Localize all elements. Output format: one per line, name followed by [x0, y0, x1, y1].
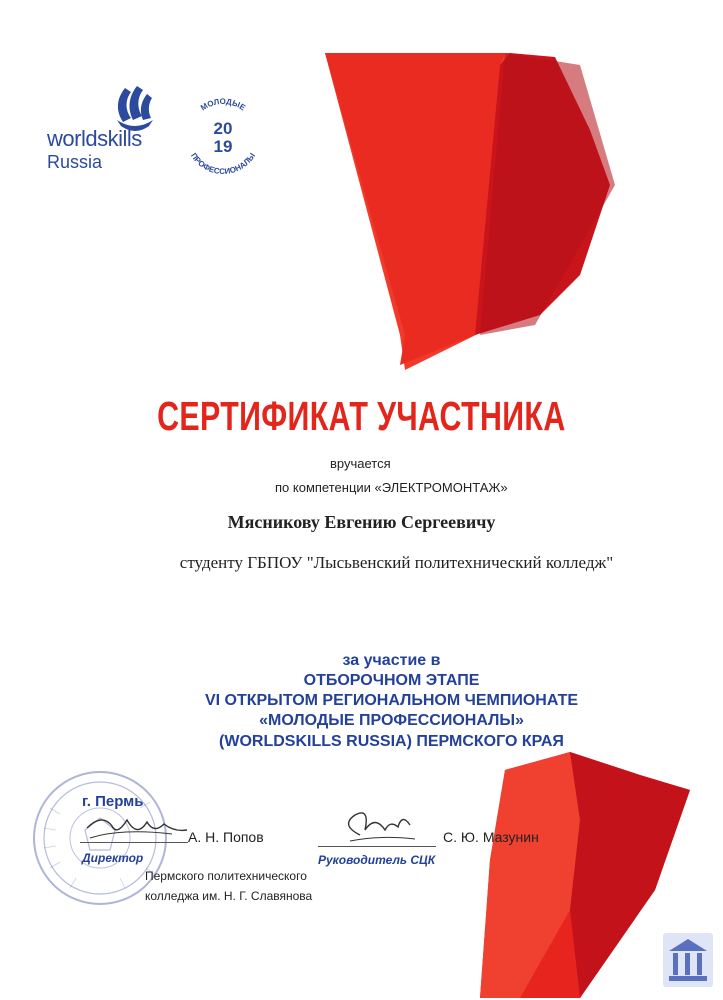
sck-head-name: С. Ю. Мазунин — [443, 829, 539, 845]
sck-head-title: Руководитель СЦК — [318, 853, 436, 867]
event-line-3: VI ОТКРЫТОМ РЕГИОНАЛЬНОМ ЧЕМПИОНАТЕ — [204, 692, 579, 709]
awarded-text: вручается — [330, 456, 391, 471]
young-professionals-logo-icon — [178, 92, 268, 182]
event-line-5: (WORLDSKILLS RUSSIA) ПЕРМСКОГО КРАЯ — [219, 733, 564, 750]
svg-text:19: 19 — [213, 137, 233, 156]
svg-text:ПРОФЕССИОНАЛЫ: ПРОФЕССИОНАЛЫ — [189, 151, 258, 177]
recipient-name: Мясникову Евгению Сергеевичу — [227, 512, 496, 532]
red-cube-graphic — [250, 35, 723, 380]
college-line-2: колледжа им. Н. Г. Славянова — [145, 889, 313, 903]
college-line-1: Пермского политехнического — [145, 869, 307, 883]
college-logo-icon — [663, 933, 713, 987]
svg-text:20: 20 — [213, 119, 233, 138]
event-line-2: ОТБОРОЧНОМ ЭТАПЕ — [303, 672, 480, 689]
sck-signature — [330, 805, 430, 850]
svg-text:МОЛОДЫЕ: МОЛОДЫЕ — [199, 96, 248, 113]
event-line-1: за участие в — [342, 652, 441, 669]
event-line-4: «МОЛОДЫЕ ПРОФЕССИОНАЛЫ» — [259, 712, 524, 729]
competence-text: по компетенции «ЭЛЕКТРОМОНТАЖ» — [275, 480, 508, 495]
student-line: студенту ГБПОУ "Лысьвенский политехнический колледж" — [179, 553, 614, 572]
worldskills-wordmark: worldskills — [47, 126, 142, 151]
director-name: А. Н. Попов — [188, 829, 264, 845]
certificate-title: СЕРТИФИКАТ УЧАСТНИКА — [157, 393, 566, 439]
director-title: Директор — [82, 851, 144, 865]
sck-signature-line — [318, 846, 436, 847]
director-signature-line — [80, 842, 188, 843]
city-label: г. Пермь — [82, 793, 144, 810]
worldskills-russia-label: Russia — [47, 152, 103, 172]
